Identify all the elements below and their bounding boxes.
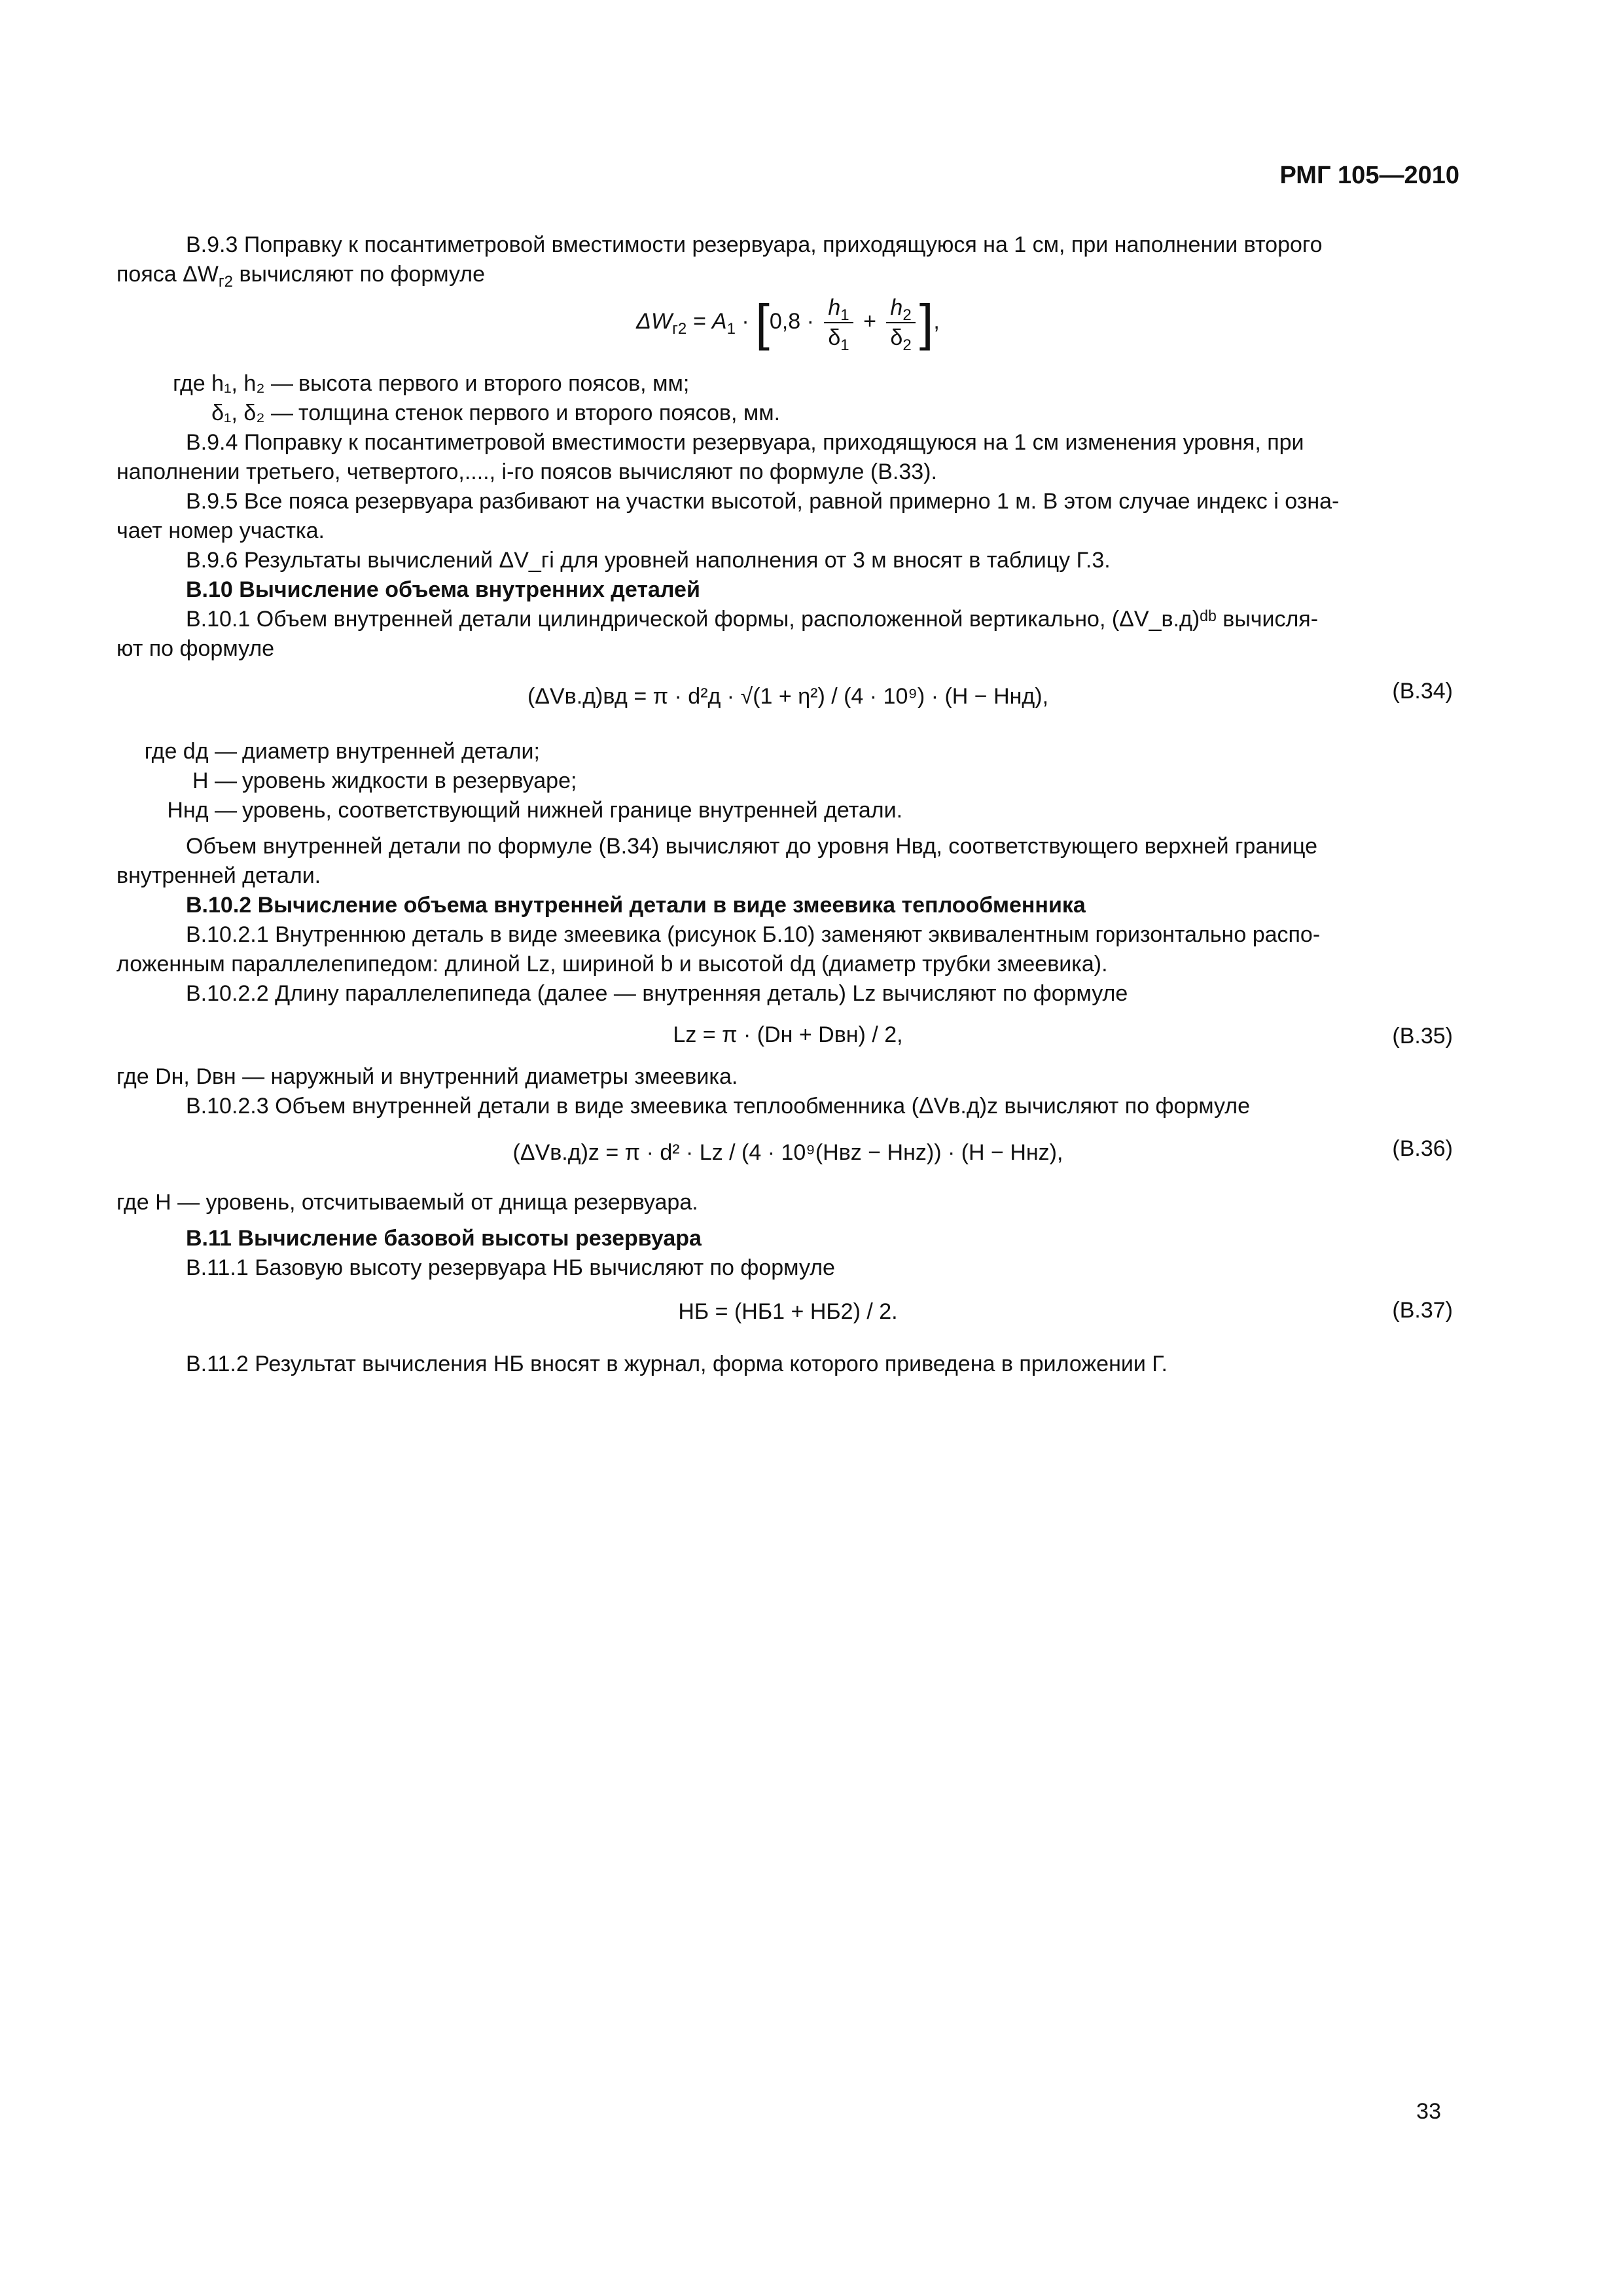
formula-b34-expression: (ΔVв.д)вд = π · d²д · √(1 + η²) / (4 · 10⁹) · (H − Hнд),	[527, 684, 1049, 709]
paragraph-b101: В.10.1 Объем внутренней детали цилиндрической формы, расположенной вертикально, (ΔV_в.д)ᵈᵇ вычисля-	[186, 607, 1319, 632]
formula-b37-expression: HБ = (HБ1 + HБ2) / 2.	[678, 1299, 898, 1324]
formula-b36	[116, 1125, 1459, 1184]
paragraph-b95-cont: чает номер участка.	[116, 518, 325, 543]
paragraph-b1021-cont: ложенным параллелепипедом: длиной Lz, шириной b и высотой dд (диаметр трубки змеевика).	[116, 952, 1108, 977]
page-number: 33	[1416, 2099, 1441, 2124]
legend-b1023: где H — уровень, отсчитываемый от днища резервуара.	[116, 1190, 698, 1215]
heading-b102: В.10.2 Вычисление объема внутренней детали в виде змеевика теплообменника	[186, 893, 1086, 918]
formula-b37	[116, 1287, 1459, 1339]
formula-expression: $\Delta W_{г2} = A_1 \cdot [0,8$ · $\frac{h_1}{\delta_1}$ + $\frac{h_2}{\delta_2}$ ],	[636, 293, 940, 354]
paragraph-b10-after-cont: внутренней детали.	[116, 863, 321, 888]
formula-b34	[116, 668, 1459, 733]
document-code: РМГ 105—2010	[1279, 162, 1459, 189]
paragraph-b1021: В.10.2.1 Внутреннюю деталь в виде змеевика (рисунок Б.10) заменяют эквивалентным горизонтально распо-	[186, 922, 1321, 947]
formula-b35	[116, 1013, 1459, 1058]
formula-b35-expression: Lz = π · (Dн + Dвн) / 2,	[673, 1022, 903, 1047]
heading-b10: В.10 Вычисление объема внутренних деталей	[186, 577, 700, 602]
paragraph-b94-cont: наполнении третьего, четвертого,...., i-го поясов вычисляют по формуле (В.33).	[116, 459, 937, 484]
formula-dw-r2	[116, 293, 1459, 365]
paragraph-b1022: В.10.2.2 Длину параллелепипеда (далее — внутренняя деталь) Lz вычисляют по формуле	[186, 981, 1128, 1006]
paragraph-b93: В.9.3 Поправку к посантиметровой вместимости резервуара, приходящуюся на 1 см, при наполнении второго	[186, 232, 1323, 257]
heading-b11: В.11 Вычисление базовой высоты резервуара	[186, 1226, 702, 1251]
paragraph-b94: В.9.4 Поправку к посантиметровой вместимости резервуара, приходящуюся на 1 см изменения уровня, при	[186, 430, 1304, 455]
formula-b36-number: (В.36)	[1392, 1136, 1453, 1161]
paragraph-b101-cont: ют по формуле	[116, 636, 275, 661]
formula-b35-number: (В.35)	[1392, 1024, 1453, 1049]
paragraph-b10-after: Объем внутренней детали по формуле (В.34) вычисляют до уровня Hвд, соответствующего верхней границе	[186, 834, 1318, 859]
paragraph-b112: В.11.2 Результат вычисления HБ вносят в журнал, форма которого приведена в приложении Г.	[186, 1352, 1168, 1376]
legend-b1022: где Dн, Dвн — наружный и внутренний диаметры змеевика.	[116, 1064, 738, 1089]
paragraph-b111: В.11.1 Базовую высоту резервуара HБ вычисляют по формуле	[186, 1255, 835, 1280]
formula-b34-number: (В.34)	[1392, 679, 1453, 704]
formula-b36-expression: (ΔVв.д)z = π · d² · Lz / (4 · 10⁹(Hвz − Hнz)) · (H − Hнz),	[512, 1140, 1063, 1165]
paragraph-b96: В.9.6 Результаты вычислений ΔV_гi для уровней наполнения от 3 м вносят в таблицу Г.3.	[186, 548, 1111, 573]
paragraph-b95: В.9.5 Все пояса резервуара разбивают на участки высотой, равной примерно 1 м. В этом случае индекс i озна-	[186, 489, 1340, 514]
formula-b37-number: (В.37)	[1392, 1298, 1453, 1323]
legend-b10: где dд — диаметр внутренней детали; H — уровень жидкости в резервуаре; Hнд — уровень, соответствующий нижней границе внутренней детали.	[144, 739, 903, 823]
paragraph-b1023: В.10.2.3 Объем внутренней детали в виде змеевика теплообменника (ΔVв.д)z вычисляют по формуле	[186, 1094, 1251, 1119]
paragraph-b93-cont: пояса $\Delta W_{г2}$ вычисляют по формуле	[116, 262, 485, 291]
page-content	[116, 230, 1459, 1379]
legend-b93: где h₁, h₂ — высота первого и второго поясов, мм; δ₁, δ₂ — толщина стенок первого и второго поясов, мм.	[173, 371, 781, 425]
